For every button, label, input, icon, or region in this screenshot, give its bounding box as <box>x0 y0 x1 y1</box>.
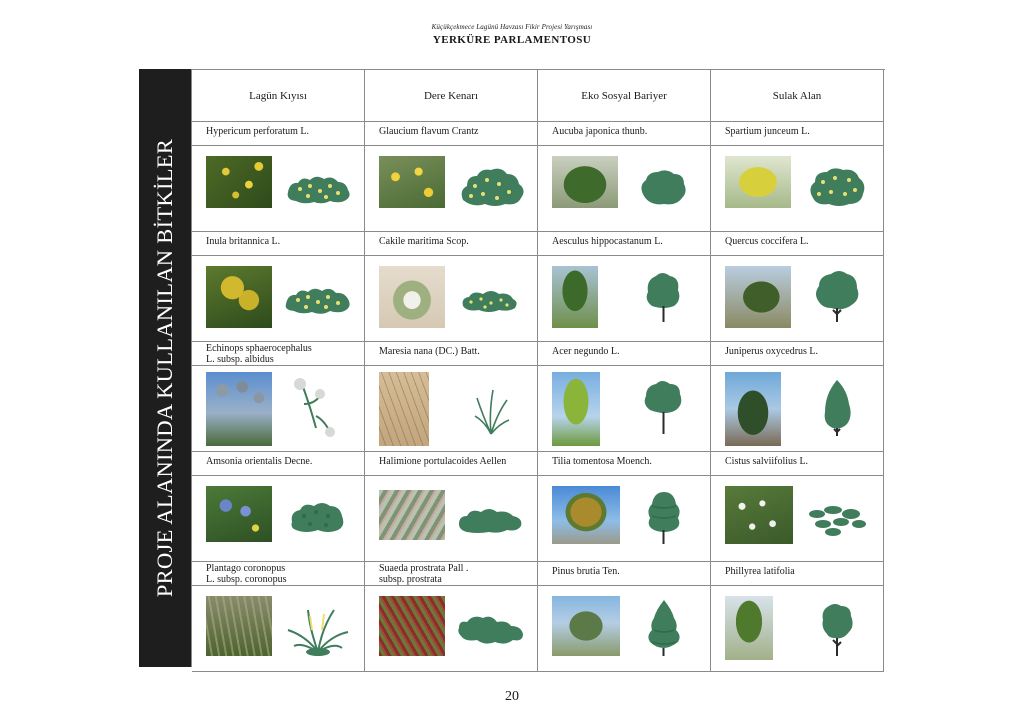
plant-photo <box>552 372 600 446</box>
tree-icon <box>626 266 702 330</box>
conifer-icon <box>799 376 875 440</box>
plant-name: Juniperus oxycedrus L. <box>711 342 884 366</box>
plant-name: Aucuba japonica thunb. <box>538 122 711 146</box>
plant-image-cell <box>538 146 711 232</box>
plant-image-cell <box>192 256 365 342</box>
plant-photo <box>379 596 445 656</box>
plant-name: Echinops sphaerocephalus L. subsp. albidus <box>192 342 365 366</box>
groundcover-icon <box>453 596 529 660</box>
project-title: YERKÜRE PARLAMENTOSU <box>432 34 592 46</box>
plant-name: Cistus salviifolius L. <box>711 452 884 476</box>
plant-image-cell <box>538 476 711 562</box>
tree-icon <box>626 486 702 550</box>
plant-image-cell <box>365 256 538 342</box>
plant-name: Suaeda prostrata Pall . subsp. prostrata <box>365 562 538 586</box>
project-subtitle: Küçükçekmece Lagünü Havzası Fikir Projesi Yarışması <box>431 23 593 31</box>
plant-image-cell <box>365 146 538 232</box>
plant-photo <box>206 266 272 328</box>
flower-stem-icon <box>280 376 356 440</box>
plant-image-cell <box>192 586 365 672</box>
plant-name: Glaucium flavum Crantz <box>365 122 538 146</box>
plant-name: Cakile maritima Scop. <box>365 232 538 256</box>
plant-name: Phillyrea latifolia <box>711 562 884 586</box>
plant-photo <box>552 596 620 656</box>
plant-image-cell <box>711 146 884 232</box>
plant-image-cell <box>711 586 884 672</box>
tree-icon <box>799 266 875 330</box>
shrub-flowering-icon <box>453 156 529 220</box>
shrub-flowering-icon <box>280 266 356 330</box>
pine-tree-icon <box>626 596 702 660</box>
tree-icon <box>626 376 702 440</box>
plant-name: Acer negundo L. <box>538 342 711 366</box>
plant-photo <box>206 486 272 542</box>
groundcover-icon <box>453 486 529 550</box>
plant-name: Pinus brutia Ten. <box>538 562 711 586</box>
plant-name: Quercus coccifera L. <box>711 232 884 256</box>
shrub-icon <box>626 156 702 220</box>
tree-icon <box>799 596 875 660</box>
plant-image-cell <box>538 256 711 342</box>
column-header: Dere Kenarı <box>365 70 538 122</box>
sidebar-banner <box>139 69 191 667</box>
plant-image-cell <box>365 586 538 672</box>
shrub-icon <box>280 486 356 550</box>
plant-photo <box>552 486 620 544</box>
plant-image-cell <box>538 586 711 672</box>
plant-name: Tilia tomentosa Moench. <box>538 452 711 476</box>
plant-photo <box>725 486 793 544</box>
plant-name: Halimione portulacoides Aellen <box>365 452 538 476</box>
grass-icon <box>453 376 529 440</box>
column-header: Sulak Alan <box>711 70 884 122</box>
plant-image-cell <box>711 476 884 562</box>
plant-photo <box>206 596 272 656</box>
plant-photo <box>552 266 598 328</box>
plant-image-cell <box>365 476 538 562</box>
plant-name: Hypericum perforatum L. <box>192 122 365 146</box>
plant-photo <box>725 266 791 328</box>
plant-image-cell <box>192 476 365 562</box>
sidebar-title: PROJE ALANINDA KULLANILAN BİTKİLER <box>152 138 177 598</box>
plant-image-cell <box>365 366 538 452</box>
grass-tuft-icon <box>280 596 356 660</box>
plant-image-cell <box>538 366 711 452</box>
plant-name: Plantago coronopus L. subsp. coronopus <box>192 562 365 586</box>
plant-name: Maresia nana (DC.) Batt. <box>365 342 538 366</box>
plant-name: Inula britannica L. <box>192 232 365 256</box>
plant-image-cell <box>192 146 365 232</box>
page-header <box>0 23 1024 46</box>
scattered-shrubs-icon <box>799 486 875 550</box>
plant-name: Amsonia orientalis Decne. <box>192 452 365 476</box>
plant-name: Aesculus hippocastanum L. <box>538 232 711 256</box>
groundcover-flowering-icon <box>453 266 529 330</box>
plant-table <box>191 69 885 667</box>
column-header: Eko Sosyal Bariyer <box>538 70 711 122</box>
plant-photo <box>379 266 445 328</box>
plant-image-cell <box>711 256 884 342</box>
plant-photo <box>725 156 791 208</box>
plant-photo <box>379 372 429 446</box>
shrub-flowering-icon <box>799 156 875 220</box>
plant-photo <box>725 372 781 446</box>
shrub-flowering-icon <box>280 156 356 220</box>
plant-photo <box>206 372 272 446</box>
plant-photo <box>206 156 272 208</box>
plant-photo <box>379 490 445 540</box>
plant-photo <box>379 156 445 208</box>
plant-image-cell <box>711 366 884 452</box>
plant-photo <box>552 156 618 208</box>
column-header: Lagün Kıyısı <box>192 70 365 122</box>
plant-photo <box>725 596 773 660</box>
plant-name: Spartium junceum L. <box>711 122 884 146</box>
plant-image-cell <box>192 366 365 452</box>
page-number: 20 <box>505 689 519 704</box>
